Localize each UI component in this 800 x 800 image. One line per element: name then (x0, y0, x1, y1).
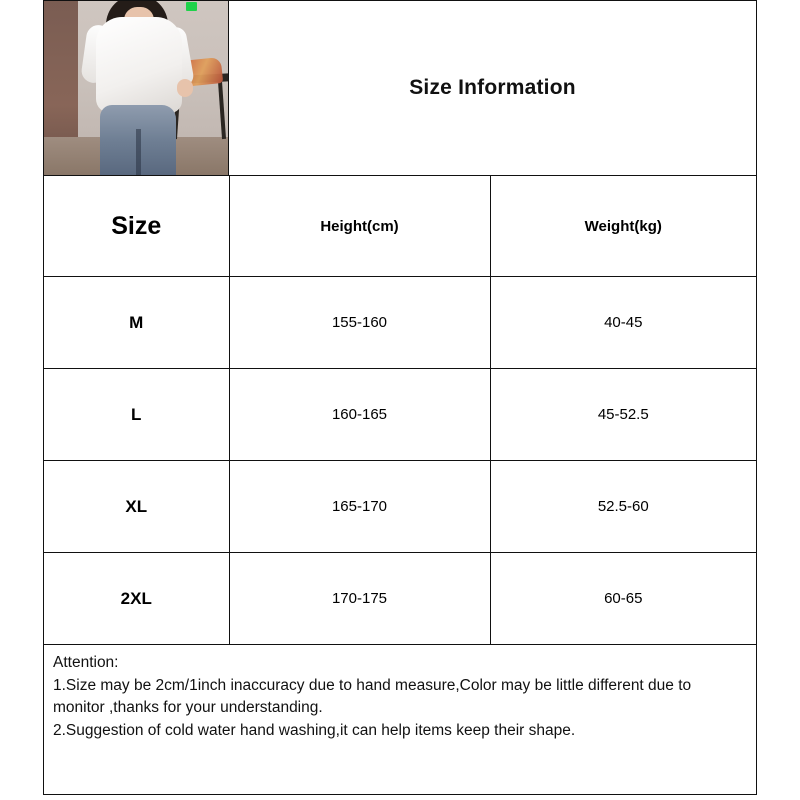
table-row (44, 461, 756, 553)
table-header-row (44, 176, 756, 277)
cell-size: L (44, 369, 229, 461)
cell-size: XL (44, 461, 229, 553)
attention-block (44, 645, 756, 793)
table-row (44, 553, 756, 645)
table-row (44, 277, 756, 369)
cell-size: M (44, 277, 229, 369)
cell-height: 165-170 (229, 461, 490, 553)
cell-weight: 60-65 (490, 553, 756, 645)
cell-height: 160-165 (229, 369, 490, 461)
photo-white-tshirt (96, 17, 182, 113)
cell-weight: 52.5-60 (490, 461, 756, 553)
column-header-height: Height(cm) (229, 176, 490, 277)
size-chart-sheet (43, 0, 757, 795)
cell-height: 155-160 (229, 277, 490, 369)
attention-heading: Attention: (53, 654, 119, 671)
green-marker-icon (186, 2, 197, 11)
attention-line-1: 1.Size may be 2cm/1inch inaccuracy due to hand measure,Color may be little different due to monitor ,thanks for your understanding. (53, 677, 692, 716)
size-table (44, 176, 756, 645)
product-photo (44, 1, 229, 175)
attention-line-2: 2.Suggestion of cold water hand washing,it can help items keep their shape. (53, 722, 576, 739)
title-cell (229, 1, 756, 175)
cell-weight: 40-45 (490, 277, 756, 369)
page-title: Size Information (409, 76, 576, 99)
table-row (44, 369, 756, 461)
cell-height: 170-175 (229, 553, 490, 645)
photo-model-hand (177, 79, 193, 97)
photo-jeans-seam (136, 129, 141, 175)
column-header-size: Size (44, 176, 229, 277)
column-header-weight: Weight(kg) (490, 176, 756, 277)
cell-weight: 45-52.5 (490, 369, 756, 461)
cell-size: 2XL (44, 553, 229, 645)
header-row (44, 1, 756, 176)
